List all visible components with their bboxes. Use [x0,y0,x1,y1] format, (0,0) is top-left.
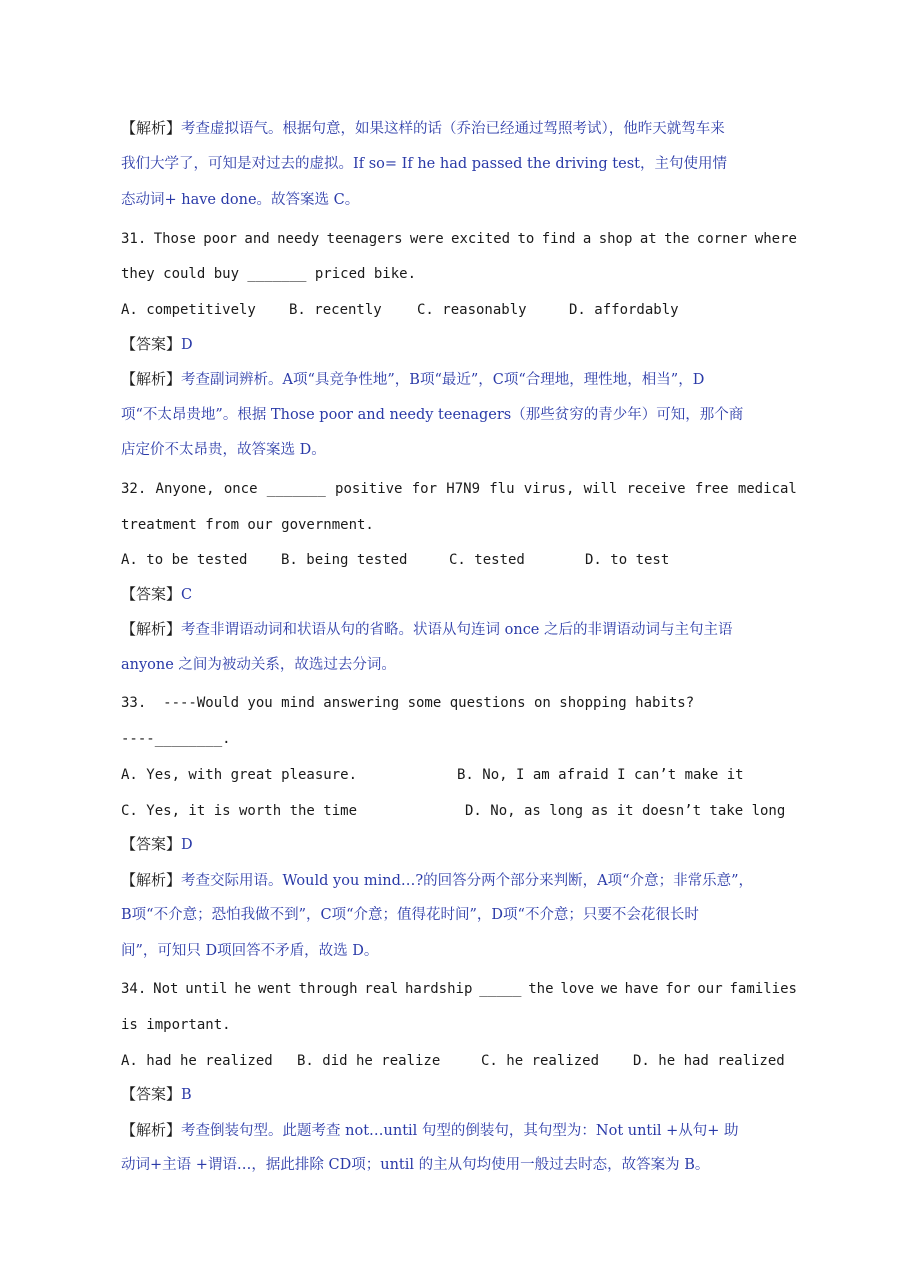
q32-option-c: C. tested [449,552,525,568]
stem-word: teenagers [326,231,403,247]
stem-word: through [298,981,358,997]
q31-option-c: C. reasonably [417,302,527,318]
q32-analysis-line1: 【解析】考查非谓语动词和状语从句的省略。状语从句连词 once 之后的非谓语动词与主句主语 [121,620,733,638]
stem-word: medical [737,481,797,497]
q34-analysis-line1: 【解析】考查倒装句型。此题考查 not…until 句型的倒装句，其句型为：Not until +从句+ 助 [121,1121,739,1139]
q32-answer: 【答案】C [121,585,193,603]
stem-word: positive [335,481,403,497]
q31-option-a: A. competitively [121,302,256,318]
q32-stem-line1 [121,479,797,499]
stem-word: at [639,231,657,247]
stem-word: a [582,231,592,247]
stem-word: were [409,231,444,247]
stem-word: free [694,481,729,497]
q34-option-d: D. he had realized [633,1053,785,1069]
q31-analysis-line2: 项“不太昂贵地”。根据 Those poor and needy teenagers（那些贫穷的青少年）可知，那个商 [121,407,744,423]
q33-option-a: A. Yes, with great pleasure. [121,767,358,783]
stem-word: flu [489,481,515,497]
q34-option-b: B. did he realize [297,1053,441,1069]
stem-word: real [364,981,399,997]
stem-word: until [185,981,228,997]
q32-stem-line2: treatment from our government. [121,517,374,533]
q33-answer: 【答案】D [121,835,193,853]
q34-option-c: C. he realized [481,1053,600,1069]
stem-word: 34. [121,981,147,997]
q32-option-d: D. to test [585,552,670,568]
stem-word: love [560,981,595,997]
stem-word: families [729,981,797,997]
stem-word: _____ [479,981,522,997]
q34-stem-line2: is important. [121,1017,231,1033]
q31-option-d: D. affordably [569,302,679,318]
stem-word: Anyone, [155,481,215,497]
q32-analysis-line2: anyone 之间为被动关系，故选过去分词。 [121,657,396,673]
q30-analysis-line3: 态动词+ have done。故答案选 C。 [121,192,360,208]
q33-option-d: D. No, as long as it doesn’t take long [465,803,786,819]
stem-word: H7N9 [446,481,480,497]
stem-word: _______ [266,481,326,497]
stem-word: to [517,231,535,247]
stem-word: corner [696,231,748,247]
stem-word: receive [626,481,686,497]
stem-word: once [223,481,258,497]
stem-word: for [665,981,691,997]
stem-word: have [624,981,659,997]
stem-word: find [541,231,576,247]
q34-stem-line1 [121,979,797,999]
q33-analysis-line2: B项“不介意；恐怕我做不到”，C项“介意；值得花时间”，D项“不介意；只要不会花很长时 [121,907,699,923]
q34-option-a: A. had he realized [121,1053,273,1069]
stem-word: needy [277,231,320,247]
q33-stem-line2: ----________. [121,731,231,747]
stem-word: Those [153,231,196,247]
q30-analysis-line2: 我们大学了，可知是对过去的虚拟。If so= If he had passed the driving test，主句使用情 [121,156,727,172]
stem-word: excited [451,231,511,247]
stem-word: 31. [121,231,147,247]
q34-answer: 【答案】B [121,1085,192,1103]
q31-answer: 【答案】D [121,335,193,353]
stem-word: he [234,981,252,997]
stem-word: the [528,981,554,997]
stem-word: and [244,231,270,247]
stem-word: the [664,231,690,247]
q33-option-b: B. No, I am afraid I can’t make it [457,767,744,783]
q33-analysis-line1: 【解析】考查交际用语。Would you mind…?的回答分两个部分来判断，A项“介意；非常乐意”， [121,871,753,889]
stem-word: Not [153,981,179,997]
q32-option-b: B. being tested [281,552,408,568]
q32-option-a: A. to be tested [121,552,248,568]
q33-analysis-line3: 间”，可知只 D项回答不矛盾，故选 D。 [121,943,379,959]
stem-word: will [583,481,618,497]
q31-analysis-line3: 店定价不太昂贵，故答案选 D。 [121,442,326,458]
q34-analysis-line2: 动词+主语 +谓语…，据此排除 CD项；until 的主从句均使用一般过去时态，故答案为 B。 [121,1157,710,1173]
stem-word: 32. [121,481,147,497]
stem-word: virus, [523,481,575,497]
q31-stem-line2: they could buy _______ priced bike. [121,266,417,282]
q33-option-c: C. Yes, it is worth the time [121,803,358,819]
q31-option-b: B. recently [289,302,382,318]
q30-analysis-line1: 【解析】考查虚拟语气。根据句意，如果这样的话（乔治已经通过驾照考试），他昨天就驾车来 [121,119,725,137]
stem-word: we [600,981,618,997]
stem-word: our [697,981,723,997]
stem-word: poor [203,231,237,247]
stem-word: shop [598,231,633,247]
stem-word: for [411,481,438,497]
stem-word: hardship [404,981,473,997]
stem-word: where [754,231,797,247]
q31-stem-line1 [121,229,797,249]
stem-word: went [257,981,292,997]
q33-stem-line1: 33. ----Would you mind answering some questions on shopping habits? [121,695,695,711]
q31-analysis-line1: 【解析】考查副词辨析。A项“具竞争性地”，B项“最近”，C项“合理地，理性地，相当”，D [121,370,705,388]
